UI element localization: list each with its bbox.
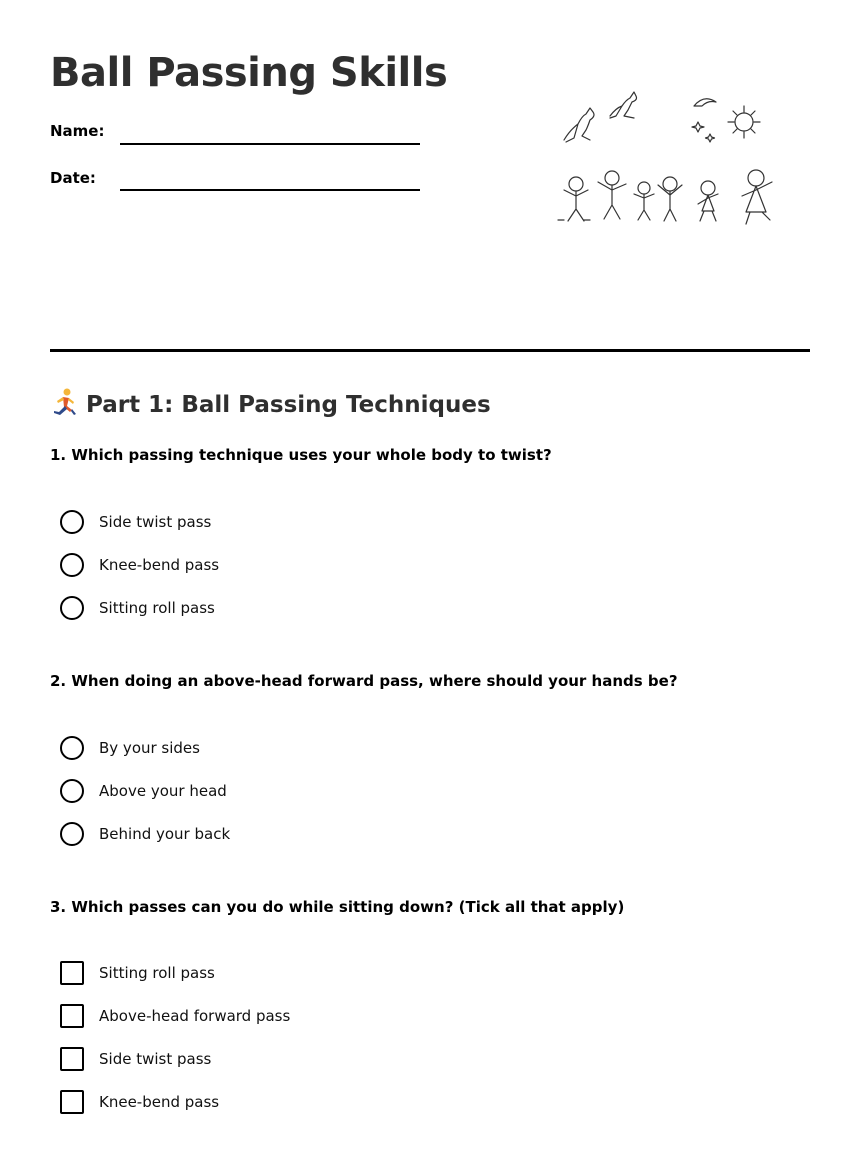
option-label: Behind your back: [99, 825, 231, 843]
section-1-label: Part 1: Ball Passing Techniques: [86, 392, 491, 418]
question-3-option-4[interactable]: [60, 1089, 219, 1115]
option-label: By your sides: [99, 739, 200, 757]
question-2-text: 2. When doing an above-head forward pass, where should your hands be?: [50, 672, 678, 690]
moon-icon: [694, 99, 716, 106]
stars-icon: [692, 122, 715, 142]
checkbox[interactable]: [60, 1047, 84, 1071]
question-1-text: 1. Which passing technique uses your whole body to twist?: [50, 446, 552, 464]
kangaroo-icon: [564, 92, 637, 142]
option-label: Side twist pass: [99, 1050, 212, 1068]
option-label: Knee-bend pass: [99, 1093, 220, 1111]
question-3-option-2[interactable]: [60, 1003, 290, 1029]
question-1-option-3[interactable]: [60, 595, 215, 621]
question-2-option-2[interactable]: [60, 778, 227, 804]
option-label: Side twist pass: [99, 513, 212, 531]
question-3-option-1[interactable]: [60, 960, 215, 986]
section-1-title: [50, 388, 491, 418]
question-1-option-1[interactable]: [60, 509, 211, 535]
radio-button[interactable]: [60, 553, 84, 577]
radio-button[interactable]: [60, 510, 84, 534]
checkbox[interactable]: [60, 1004, 84, 1028]
option-label: Above your head: [99, 782, 227, 800]
name-field[interactable]: [120, 143, 420, 145]
kids-kangaroo-illustration: [552, 86, 784, 236]
option-label: Sitting roll pass: [99, 599, 215, 617]
radio-button[interactable]: [60, 779, 84, 803]
question-1-option-2[interactable]: [60, 552, 219, 578]
question-2-option-3[interactable]: [60, 821, 230, 847]
option-label: Knee-bend pass: [99, 556, 220, 574]
question-3-option-3[interactable]: [60, 1046, 211, 1072]
radio-button[interactable]: [60, 736, 84, 760]
checkbox[interactable]: [60, 1090, 84, 1114]
option-label: Above-head forward pass: [99, 1007, 291, 1025]
running-person-icon: [50, 388, 80, 416]
question-2-option-1[interactable]: [60, 735, 200, 761]
children-icon: [558, 170, 772, 224]
sun-icon: [728, 106, 760, 138]
date-label: Date:: [50, 169, 96, 187]
option-label: Sitting roll pass: [99, 964, 215, 982]
radio-button[interactable]: [60, 822, 84, 846]
section-divider: [50, 349, 810, 352]
name-label: Name:: [50, 122, 105, 140]
question-3-text: 3. Which passes can you do while sitting down? (Tick all that apply): [50, 898, 625, 916]
checkbox[interactable]: [60, 961, 84, 985]
worksheet-title: Ball Passing Skills: [50, 50, 448, 96]
date-field[interactable]: [120, 189, 420, 191]
radio-button[interactable]: [60, 596, 84, 620]
